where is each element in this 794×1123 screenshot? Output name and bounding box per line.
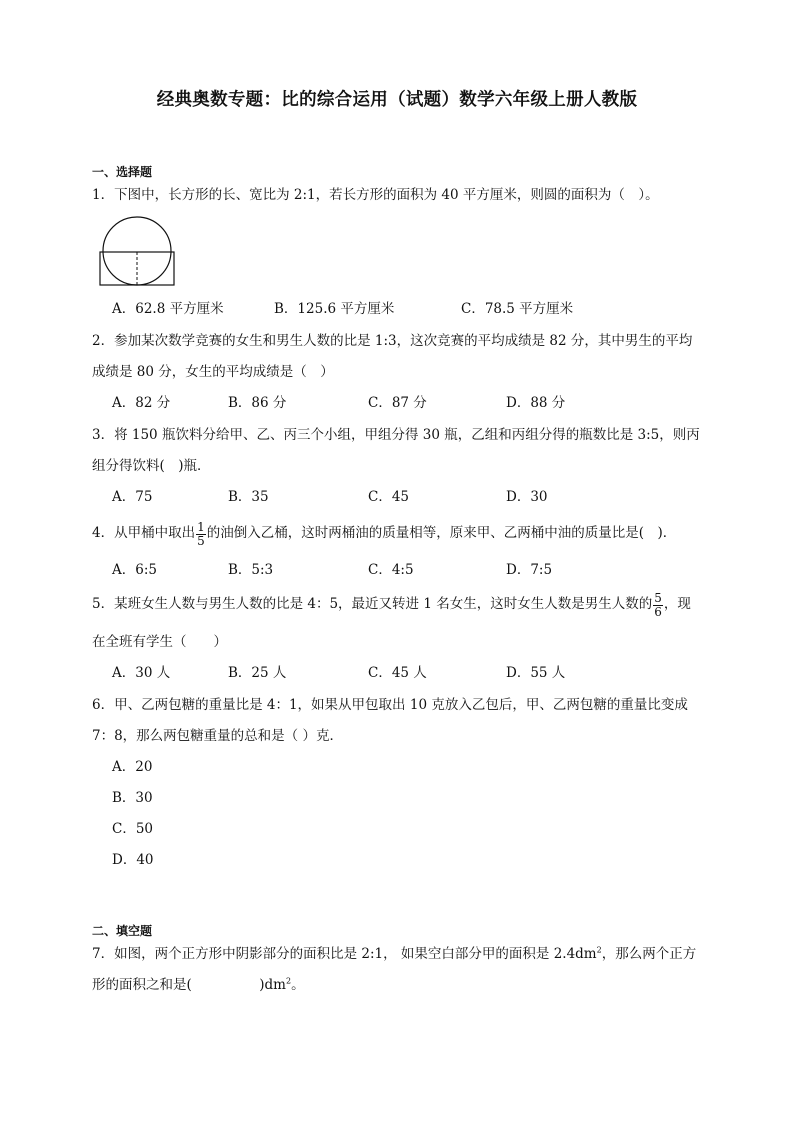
q7-text-line1 xyxy=(92,945,697,962)
q4-text-after: 的油倒入乙桶，这时两桶油的质量相等，原来甲、乙两桶中油的质量比是( )． xyxy=(206,525,677,542)
q6-option-a[interactable]: A．20 xyxy=(112,759,153,775)
page-title: 经典奥数专题：比的综合运用（试题）数学六年级上册人教版 xyxy=(156,90,638,110)
q4-option-d[interactable]: D．7:5 xyxy=(506,562,553,578)
q5-text-line1 xyxy=(92,591,691,619)
q4-text xyxy=(92,520,676,548)
q5-option-b[interactable]: B．25 人 xyxy=(228,665,287,681)
q1-text: 1．下图中，长方形的长、宽比为 2:1，若长方形的面积为 40 平方厘米，则圆的面积为（ ）。 xyxy=(92,187,659,203)
section-heading-choice: 一、选择题 xyxy=(92,165,153,179)
q1-option-b[interactable]: B．125.6 平方厘米 xyxy=(274,301,395,317)
q4-fraction-denominator: 5 xyxy=(197,533,205,548)
q4-option-b[interactable]: B．5:3 xyxy=(228,562,274,578)
q3-text-line1: 3．将 150 瓶饮料分给甲、乙、丙三个小组，甲组分得 30 瓶，乙组和丙组分得的瓶数比是 3:5，则丙 xyxy=(92,427,700,443)
q7-text-line2 xyxy=(92,976,305,993)
q7-text-line2-after: 。 xyxy=(291,977,305,993)
q3-text-line2: 组分得饮料( )瓶． xyxy=(92,458,211,474)
q5-fraction-denominator: 6 xyxy=(654,604,662,619)
q7-superscript-1: 2 xyxy=(596,945,602,955)
q5-text-before: 5．某班女生人数与男生人数的比是 4：5，最近又转进 1 名女生，这时女生人数是男生人数的 xyxy=(92,596,653,613)
q1-option-c[interactable]: C．78.5 平方厘米 xyxy=(461,301,574,317)
q7-superscript-2: 2 xyxy=(285,976,292,986)
q2-option-d[interactable]: D．88 分 xyxy=(506,395,566,411)
q2-option-b[interactable]: B．86 分 xyxy=(228,395,287,411)
q6-text-line1: 6．甲、乙两包糖的重量比是 4：1，如果从甲包取出 10 克放入乙包后，甲、乙两包糖的重量比变成 xyxy=(92,697,688,713)
q3-option-b[interactable]: B．35 xyxy=(228,489,269,505)
section-heading-fill-blank: 二、填空题 xyxy=(92,924,153,938)
q4-option-a[interactable]: A．6:5 xyxy=(112,562,157,578)
q5-fraction xyxy=(653,592,663,618)
q3-option-a[interactable]: A．75 xyxy=(112,489,153,505)
q7-text-line1-before: 7．如图，两个正方形中阴影部分的面积比是 2:1， 如果空白部分甲的面积是 2.4dm xyxy=(92,946,597,962)
q5-option-d[interactable]: D．55 人 xyxy=(506,665,566,681)
q4-fraction-numerator: 1 xyxy=(197,519,205,534)
q7-text-line1-after: ，那么两个正方 xyxy=(601,946,697,962)
q6-option-b[interactable]: B．30 xyxy=(112,790,153,806)
q6-text-line2: 7：8，那么两包糖重量的总和是（ ）克． xyxy=(92,728,343,744)
q2-option-a[interactable]: A．82 分 xyxy=(112,395,171,411)
q5-fraction-numerator: 5 xyxy=(654,590,662,605)
q1-option-a[interactable]: A．62.8 平方厘米 xyxy=(112,301,224,317)
q5-text-after: ，现 xyxy=(663,596,691,613)
q4-fraction xyxy=(196,521,206,547)
q5-option-c[interactable]: C．45 人 xyxy=(368,665,427,681)
q3-option-d[interactable]: D．30 xyxy=(506,489,548,505)
q5-text-line2: 在全班有学生（ ） xyxy=(92,634,227,650)
q6-option-c[interactable]: C．50 xyxy=(112,821,154,837)
q1-circle-rectangle-figure xyxy=(98,216,180,286)
q4-option-c[interactable]: C．4:5 xyxy=(368,562,414,578)
q3-option-c[interactable]: C．45 xyxy=(368,489,410,505)
q6-option-d[interactable]: D．40 xyxy=(112,852,154,868)
q2-text-line1: 2．参加某次数学竞赛的女生和男生人数的比是 1:3，这次竞赛的平均成绩是 82 分，其中男生的平均 xyxy=(92,333,693,349)
q7-text-line2-before: 形的面积之和是( )dm xyxy=(92,977,286,993)
q2-option-c[interactable]: C．87 分 xyxy=(368,395,427,411)
q4-text-before: 4．从甲桶中取出 xyxy=(92,525,196,542)
q5-option-a[interactable]: A．30 人 xyxy=(112,665,171,681)
q2-text-line2: 成绩是 80 分，女生的平均成绩是（ ） xyxy=(92,364,334,380)
